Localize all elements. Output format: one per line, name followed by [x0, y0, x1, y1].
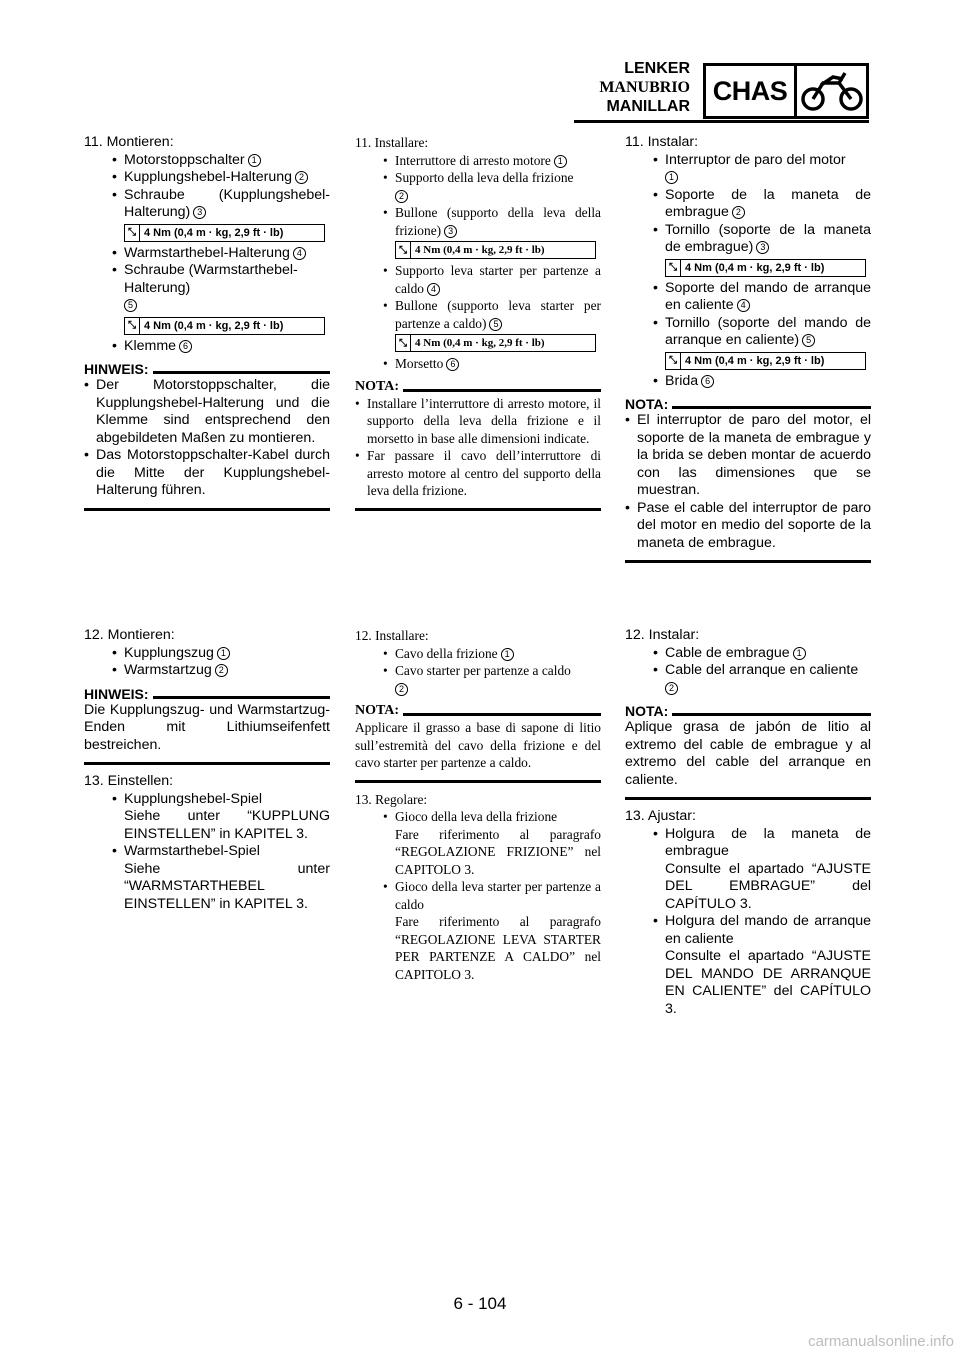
es-item: • Holgura del mando de arranque en caliente [625, 913, 871, 948]
note-bullet: • Der Motorstoppschalter, die Kupplungshebel-Halterung und die Klemme sind entsprechend den abgebildeten Maßen zu montieren. [84, 377, 330, 447]
it-ref: Fare riferimento al paragrafo “REGOLAZIONE LEVA STARTER PER PARTENZE A CALDO” nel CAPITOLO 3. [395, 914, 601, 982]
it-item: • Gioco della leva della frizione [355, 808, 601, 826]
it-item: • Bullone (supporto della leva della frizione) 3 [355, 204, 601, 239]
note-end-rule [355, 508, 601, 511]
torque-spec: ⤡ 4 Nm (0,4 m · kg, 2,9 ft · lb) [124, 317, 325, 335]
torque-wrench-icon: ⤡ [396, 335, 411, 351]
column-german-lower [84, 627, 330, 913]
chas-badge [703, 63, 869, 119]
torque-spec: ⤡ 4 Nm (0,4 m · kg, 2,9 ft · lb) [395, 334, 596, 352]
it-item: • Cavo della frizione 1 [355, 645, 601, 663]
de-step-12-title: 12. Montieren: [84, 627, 175, 643]
title-de: LENKER [624, 60, 690, 77]
de-item: • Kupplungshebel-Halterung 2 [84, 169, 330, 187]
motorcycle-icon [797, 66, 866, 116]
es-item: • Cable de embrague 1 [625, 645, 871, 663]
de-step-11-title: 11. Montieren: [84, 134, 174, 150]
torque-spec: ⤡ 4 Nm (0,4 m · kg, 2,9 ft · lb) [665, 259, 866, 277]
it-step-13-title: 13. Regolare: [355, 791, 428, 807]
torque-wrench-icon: ⤡ [396, 242, 411, 258]
it-step-11-title: 11. Installare: [355, 135, 429, 150]
de-item: • Motorstoppschalter 1 [84, 152, 330, 170]
column-italian [355, 134, 601, 511]
note-bullet: • Das Motorstoppschalter-Kabel durch die Mitte der Kupplungshebel-Halterung führen. [84, 447, 330, 500]
es-ref: Consulte el apartado “AJUSTE DEL MANDO DE ARRANQUE EN CALIENTE” del CAPÍTULO 3. [665, 948, 871, 1017]
torque-spec: ⤡ 4 Nm (0,4 m · kg, 2,9 ft · lb) [124, 224, 325, 242]
de-item: • Kupplungszug 1 [84, 645, 330, 663]
torque-wrench-icon: ⤡ [666, 260, 681, 276]
chas-label: CHAS [706, 66, 797, 116]
de-item: • Warmstartzug 2 [84, 662, 330, 680]
page-number: 6 - 104 [453, 1294, 507, 1313]
es-step-13-title: 13. Ajustar: [625, 808, 696, 824]
it-step-12-title: 12. Installare: [355, 628, 429, 643]
title-es: MANILLAR [606, 98, 690, 115]
title-it: MANUBRIO [599, 79, 690, 96]
it-item: • Gioco della leva starter per partenze a caldo [355, 878, 601, 913]
de-item: • Schraube (Kupplungshebel-Halterung) 3 [84, 187, 330, 222]
it-item: • Supporto della leva della frizione 2 [355, 169, 601, 204]
note-heading: HINWEIS: [84, 361, 330, 377]
torque-spec: ⤡ 4 Nm (0,4 m · kg, 2,9 ft · lb) [665, 352, 866, 370]
de-item: • Warmstarthebel-Halterung 4 [84, 245, 330, 263]
it-item: • Morsetto 6 [355, 355, 601, 373]
note-heading: NOTA: [355, 379, 601, 395]
de-item: • Klemme 6 [84, 338, 330, 356]
watermark: carmanualsonline.info [808, 1333, 954, 1350]
it-item: • Bullone (supporto leva starter per partenze a caldo) 5 [355, 297, 601, 332]
note-end-rule [625, 560, 871, 563]
it-item: • Cavo starter per partenze a caldo 2 [355, 662, 601, 697]
es-ref: Consulte el apartado “AJUSTE DEL EMBRAGUE” del CAPÍTULO 3. [665, 860, 871, 912]
column-german [84, 134, 330, 511]
es-item: • Cable del arranque en caliente 2 [625, 662, 871, 697]
de-ref: Siehe unter “WARMSTARTHEBEL EINSTELLEN” in KAPITEL 3. [124, 860, 330, 912]
de-item: • Schraube (Warmstarthebel-Halterung) 5 [84, 262, 330, 315]
it-item: • Interruttore di arresto motore 1 [355, 152, 601, 170]
de-item: • Kupplungshebel-Spiel [84, 791, 330, 809]
es-item: • Brida 6 [625, 373, 871, 391]
header-rule [574, 120, 869, 123]
column-spanish [625, 134, 871, 563]
note-text: Applicare il grasso a base di sapone di litio sull’estremità del cavo della frizione e del cavo starter per partenze a caldo. [355, 720, 601, 770]
es-item: • Soporte de la maneta de embrague 2 [625, 187, 871, 222]
es-item: • Tornillo (soporte de la maneta de embrague) 3 [625, 222, 871, 257]
note-bullet: • El interruptor de paro del motor, el soporte de la maneta de embrague y la brida se deben montar de acuerdo con las dimensiones que se muestran. [625, 412, 871, 500]
es-item: • Tornillo (soporte del mando de arranque en caliente) 5 [625, 315, 871, 350]
note-text: Die Kupplungszug- und Warmstartzug-Enden mit Lithiumseifenfett bestreichen. [84, 701, 330, 753]
torque-wrench-icon: ⤡ [666, 353, 681, 369]
es-step-11-title: 11. Instalar: [625, 134, 699, 150]
de-ref: Siehe unter “KUPPLUNG EINSTELLEN” in KAPITEL 3. [124, 808, 330, 842]
note-text: Aplique grasa de jabón de litio al extremo del cable de embrague y al extremo del cable del arranque en caliente. [625, 719, 871, 788]
es-item: • Interruptor de paro del motor 1 [625, 152, 871, 187]
de-step-13-title: 13. Einstellen: [84, 773, 174, 789]
torque-spec: ⤡ 4 Nm (0,4 m · kg, 2,9 ft · lb) [395, 241, 596, 259]
torque-wrench-icon: ⤡ [125, 318, 140, 334]
note-heading: NOTA: [625, 396, 871, 412]
note-bullet: • Installare l’interruttore di arresto motore, il supporto della leva della frizione e il morsetto in base alle dimensioni indicate. [355, 395, 601, 448]
column-italian-lower [355, 627, 601, 983]
note-bullet: • Far passare il cavo dell’interruttore di arresto motore al centro del supporto della leva della frizione. [355, 447, 601, 500]
it-item: • Supporto leva starter per partenze a caldo 4 [355, 262, 601, 297]
es-step-12-title: 12. Instalar: [625, 627, 700, 643]
note-heading: HINWEIS: [84, 686, 330, 702]
column-spanish-lower [625, 627, 871, 1018]
torque-wrench-icon: ⤡ [125, 225, 140, 241]
es-item: • Soporte del mando de arranque en caliente 4 [625, 280, 871, 315]
es-item: • Holgura de la maneta de embrague [625, 826, 871, 861]
note-end-rule [84, 508, 330, 511]
section-titles [599, 59, 690, 116]
note-bullet: • Pase el cable del interruptor de paro del motor en medio del soporte de la maneta de embrague. [625, 500, 871, 553]
note-heading: NOTA: [355, 703, 601, 719]
it-ref: Fare riferimento al paragrafo “REGOLAZIONE FRIZIONE” nel CAPITOLO 3. [395, 826, 601, 877]
note-heading: NOTA: [625, 703, 871, 719]
de-item: • Warmstarthebel-Spiel [84, 843, 330, 861]
